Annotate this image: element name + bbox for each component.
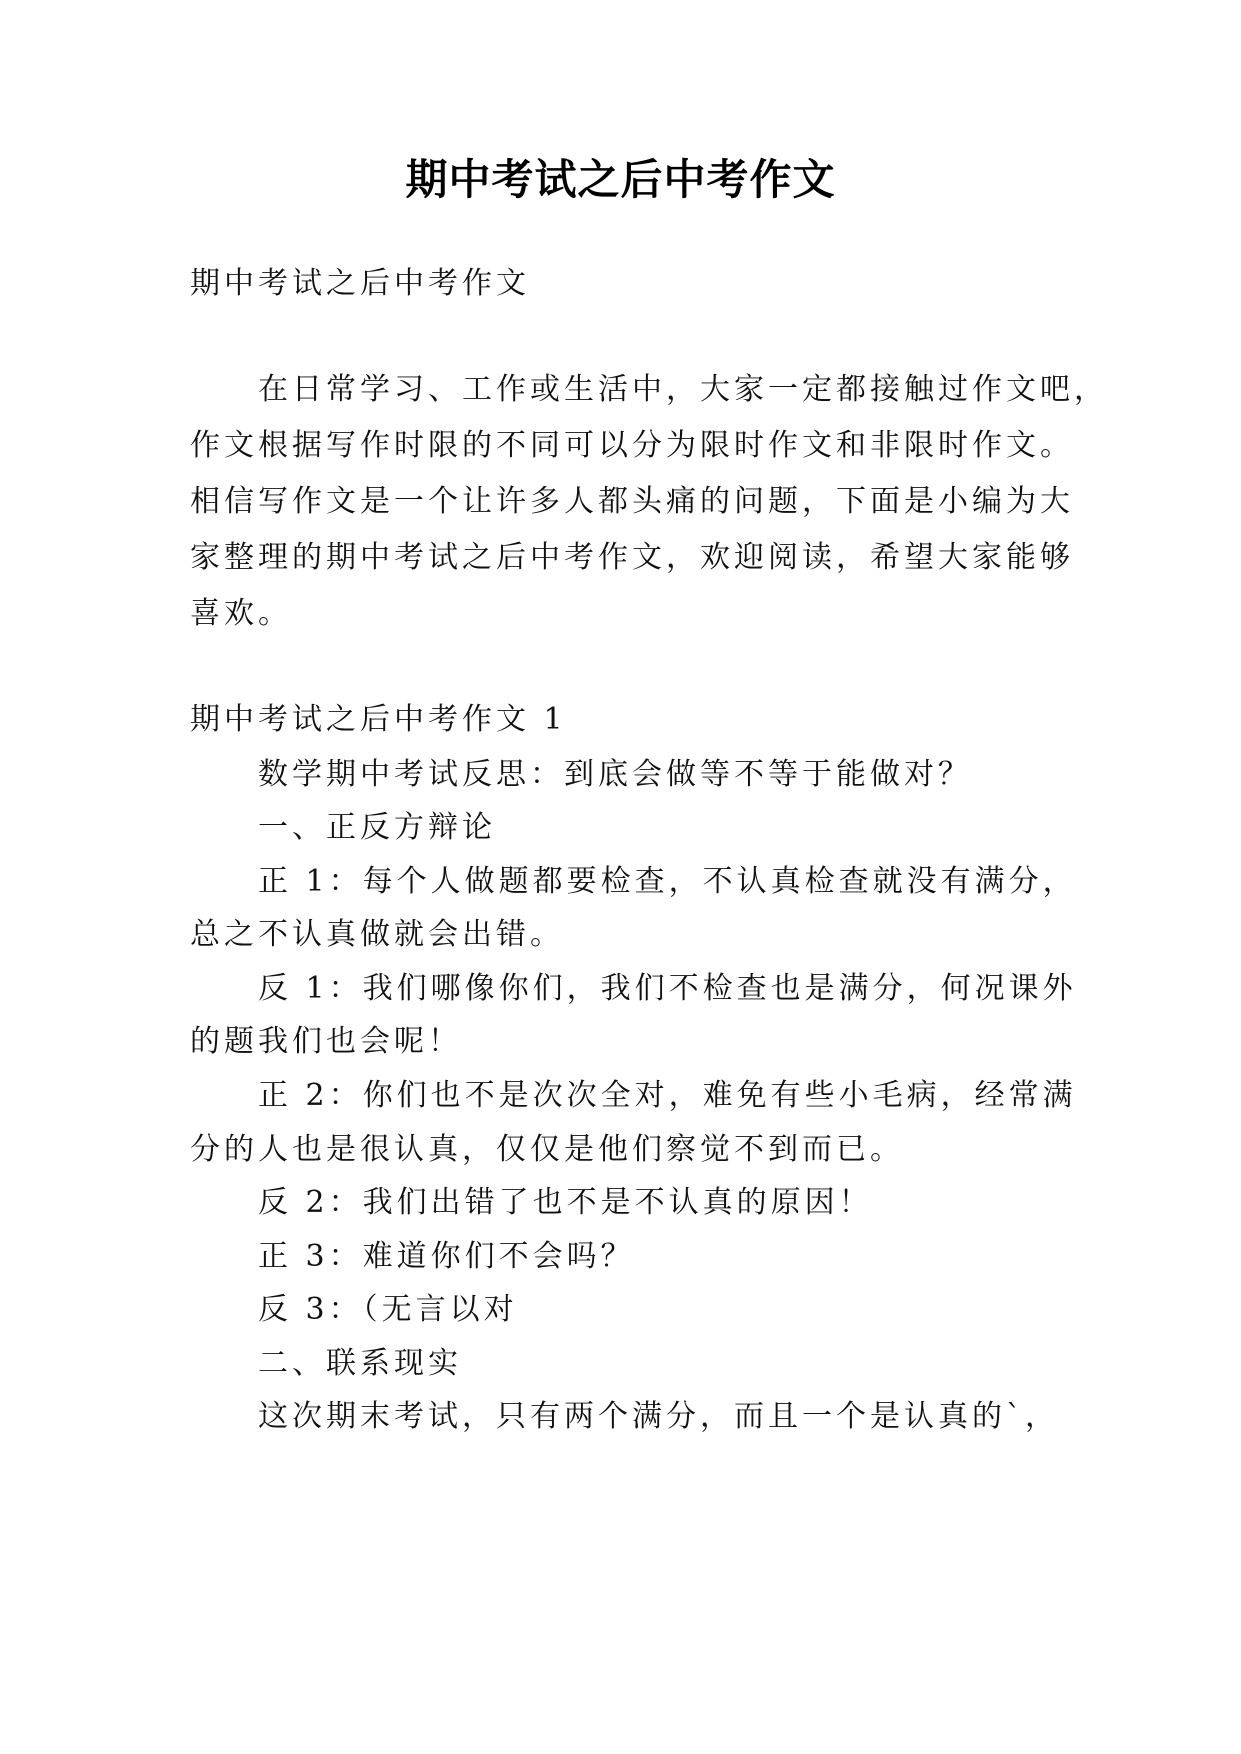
document-subtitle: 期中考试之后中考作文 [190,266,530,301]
body-line: 的题我们也会呢！ [190,1024,462,1059]
section-heading: 期中考试之后中考作文 1 [190,702,567,737]
intro-line: 喜欢。 [190,596,292,631]
intro-line: 相信写作文是一个让许多人都头痛的问题，下面是小编为大 [190,484,1074,519]
intro-line: 在日常学习、工作或生活中，大家一定都接触过作文吧， [258,372,1108,407]
intro-line: 家整理的期中考试之后中考作文，欢迎阅读，希望大家能够 [190,540,1074,575]
body-line: 正 2：你们也不是次次全对，难免有些小毛病，经常满 [258,1078,1077,1113]
body-line: 正 1：每个人做题都要检查，不认真检查就没有满分， [258,864,1077,899]
body-line: 反 2：我们出错了也不是不认真的原因！ [258,1185,873,1220]
body-line: 数学期中考试反思：到底会做等不等于能做对？ [258,757,972,792]
body-line: 反 1：我们哪像你们，我们不检查也是满分，何况课外 [258,971,1077,1006]
document-title: 期中考试之后中考作文 [405,155,836,204]
body-line: 分的人也是很认真，仅仅是他们察觉不到而已。 [190,1132,904,1167]
intro-line: 作文根据写作时限的不同可以分为限时作文和非限时作文。 [190,428,1074,463]
body-line: 一、正反方辩论 [258,810,496,845]
body-line: 二、联系现实 [258,1346,462,1381]
body-line: 正 3：难道你们不会吗？ [258,1239,635,1274]
body-line: 反 3：（无言以对 [258,1292,518,1327]
body-line: 总之不认真做就会出错。 [190,917,564,952]
body-line: 这次期末考试，只有两个满分，而且一个是认真的`， [258,1399,1059,1434]
